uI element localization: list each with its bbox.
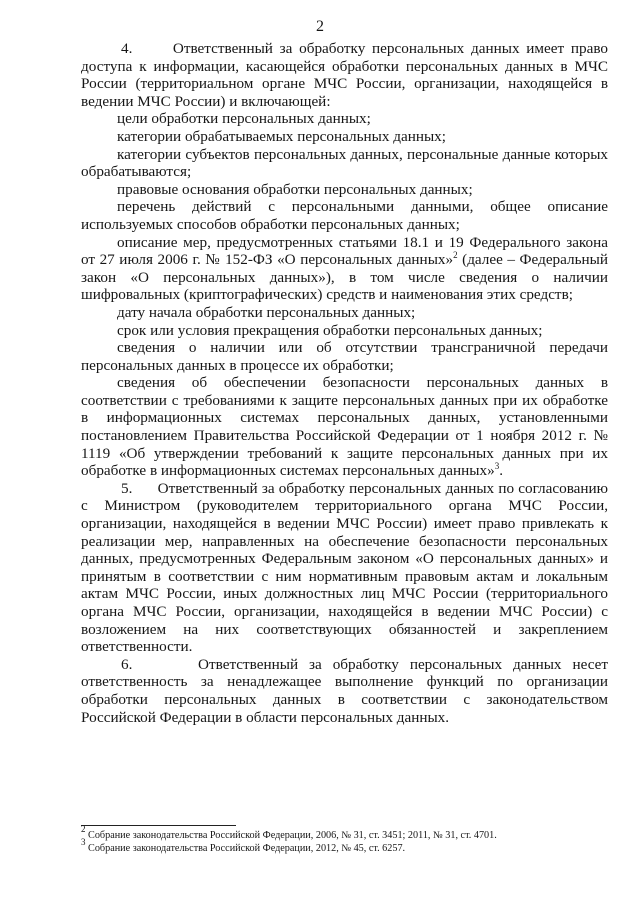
- footnote-reference: 3: [494, 461, 500, 472]
- list-item-text: сведения об обеспечении безопасности персональных данных в соответствии с требованиями к защите персональных данных при их обработке в информационных системах персональных данных, установленными постановлением Правительства Российской Федерации от 1 ноября 2012 г. № 1119 «Об утверждении требований к защите персональных данных при их обработке в информационных системах персональных данных»: [81, 374, 608, 480]
- list-item: дату начала обработки персональных данных;: [117, 303, 416, 321]
- paragraph-text: Ответственный за обработку персональных данных по согласованию с Министром (руководителем территориального органа МЧС России, организации, находящейся в ведении МЧС России) имеет право привлекать к реализации мер, направленных на обеспечение безопасности персональных данных, предусмотренных Федеральным законом «О персональных данных» и принятым в соответствии с ним нормативным правовым актам и локальным актам МЧС России, иных должностных лиц МЧС России (территориального органа МЧС России, организации, находящейся в ведении МЧС России) с возложением на них соответствующих обязанностей и закреплением ответственности.: [81, 479, 609, 656]
- footnote-reference: 2: [453, 250, 458, 261]
- footnote-marker: 3: [81, 837, 86, 847]
- list-item: категории обрабатываемых персональных данных;: [117, 127, 446, 145]
- footnote-marker: 2: [81, 824, 86, 834]
- footnote-divider: [81, 825, 236, 826]
- list-item: перечень действий с персональными данными, общее описание используемых способов обработки персональных данных;: [81, 198, 608, 233]
- paragraph-item-4: [81, 40, 608, 110]
- list-item-text: .: [499, 462, 503, 480]
- paragraph-text: Ответственный за обработку персональных данных несет ответственность за ненадлежащее выполнение функций по организации обработки персональных данных в соответствии с законодательством Российской Федерации в области персональных данных.: [81, 655, 609, 726]
- paragraph-text: Ответственный за обработку персональных данных имеет право доступа к информации, касающейся обработки персональных данных в МЧС России (территориальном органе МЧС России, организации, находящейся в ведении МЧС России) и включающей:: [81, 40, 609, 110]
- paragraph-item-5: [81, 480, 608, 656]
- item-number: 5.: [121, 479, 133, 497]
- document-body: [81, 40, 608, 726]
- list-item-text: описание мер, предусмотренных статьями 18.1 и 19 Федерального закона от 27 июля 2006 г. № 152-ФЗ «О персональных данных»: [81, 233, 608, 269]
- page-number: 2: [316, 18, 324, 35]
- paragraph-item-6: [81, 656, 608, 726]
- footnote-text: Собрание законодательства Российской Федерации, 2006, № 31, ст. 3451; 2011, № 31, ст. 4701.: [85, 830, 497, 841]
- footnote: [81, 837, 608, 855]
- list-item: правовые основания обработки персональных данных;: [117, 180, 473, 198]
- footnote: [81, 824, 608, 842]
- list-item: категории субъектов персональных данных, персональные данные которых обрабатываются;: [81, 145, 608, 181]
- list-item: сведения о наличии или об отсутствии трансграничной передачи персональных данных в процессе их обработки;: [81, 339, 608, 374]
- list-item: [81, 374, 608, 480]
- list-item-text: (далее – Федеральный закон «О персональных данных»), в том числе сведения о наличии шифровальных (криптографических) средств и наименования этих средств;: [81, 251, 608, 304]
- list-item: срок или условия прекращения обработки персональных данных;: [117, 321, 543, 339]
- footnotes: [81, 824, 608, 855]
- item-number: 6.: [121, 655, 133, 673]
- footnote-text: Собрание законодательства Российской Федерации, 2012, № 45, ст. 6257.: [85, 843, 406, 854]
- list-item: [81, 234, 608, 304]
- item-number: 4.: [121, 40, 133, 57]
- list-item: цели обработки персональных данных;: [117, 110, 371, 128]
